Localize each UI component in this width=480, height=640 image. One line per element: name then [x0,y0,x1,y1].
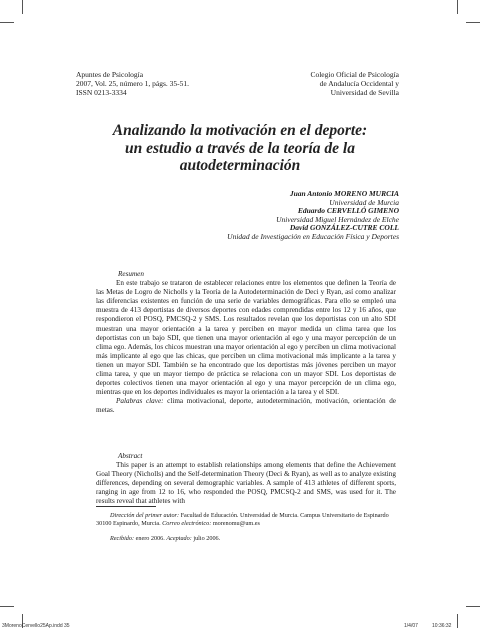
journal-header [76,70,189,97]
abstract-text: This paper is an attempt to establish relationships among elements that define the Achievement Goal Theory (Nicholls) and the Self-determination Theory (Deci & Ryan), as well as to analyze existing differences, depending on several demographic variables. A sample of 413 athletes of different sports, ranging in age from 12 to 16, who responded the POSQ, PMCSQ-2 and SMS, was used for it. The results reveal that athletes with [96,461,396,506]
received-accepted [96,535,396,543]
email-label: Correo electrónico: [162,519,212,527]
publisher-line-2: de Andalucía Occidental y [319,79,399,88]
crop-mark-bottom-left-h [0,606,14,607]
address-label: Dirección del primer autor: [110,512,180,519]
accepted-label: Aceptado: [166,534,192,542]
author-affiliation: Universidad de Murcia [329,197,399,207]
journal-issn: ISSN 0213-3334 [76,88,127,97]
publisher-header [310,70,399,97]
keywords-label: Palabras clave: [116,397,164,406]
crop-mark-bottom-right-h [466,606,480,607]
author-name: Eduardo CERVELLÓ GIMENO [297,206,399,216]
accepted-date: julio 2006. [193,534,221,542]
resumen-section [96,270,396,416]
resumen-heading: Resumen [118,270,144,278]
footnote [96,512,396,542]
author-affiliation: Unidad de Investigación en Educación Física y Deportes [227,231,399,241]
author-name: Juan Antonio MORENO MURCIA [289,189,399,198]
title-line-2: un estudio a través de la teoría de la [125,139,355,157]
publisher-line-3: Universidad de Sevilla [330,88,399,97]
title-line-3: autodeterminación [179,157,301,174]
email-text: morenomu@um.es [212,519,260,527]
article-title [60,122,420,175]
slug-date: 1/4/07 [404,623,418,629]
received-label: Recibido: [110,534,135,542]
title-line-1: Analizando la motivación en el deporte: [112,122,368,139]
slug-time: 10:36:32 [432,623,452,629]
crop-mark-top-right-v [457,0,458,14]
footnote-rule [96,506,156,507]
address-text: Facultad de Educación. Universidad de Murcia. Campus Universitario de Espinardo 30100 Espinardo, Murcia. [96,512,389,527]
crop-mark-top-left-v [22,0,23,14]
resumen-text: En este trabajo se trataron de establecer relaciones entre los elementos que definen la Teoría de las Metas de Logro de Nicholls y la Teoría de la Autodeterminación de Deci y Ryan, así como analizar las diferencias existentes en función de una serie de variables demográficas. Para ello se empleó una muestra de 413 deportistas de diversos deportes con edades comprendidas entre los 12 y 16 años, que respondieron el POSQ, PMCSQ-2 y SMS. Los resultados revelan que los deportistas con un alto SDI muestran una mayor orientación a la tarea y perciben en mayor medida un clima tarea que los deportistas con un bajo SDI, que tienen una mayor orientación al ego y una mayor percepción de un clima ego. Además, los chicos muestran una mayor orientación al ego y perciben un clima motivacional más implicante al ego que las chicas, que perciben un clima motivacional más implicante a la tarea y tienen un mayor SDI. También se ha encontrado que los deportistas más jóvenes perciben un mayor clima tarea, y que un mayor tiempo de práctica se relaciona con un mayor SDI. Los deportistas de deportes colectivos tienen una mayor orientación al ego y una mayor percepción de un clima ego, mientras que en los deportes individuales es mayor la orientación a la tarea y el SDI. [96,279,396,397]
author-address [96,512,396,528]
keywords [96,397,396,415]
publisher-line-1: Colegio Oficial de Psicología [310,70,399,79]
author-affiliation: Universidad Miguel Hernández de Elche [276,214,399,224]
author-block [227,190,399,242]
received-date: enero 2006. [135,534,165,542]
crop-mark-top-left-h [0,22,14,23]
keywords-text: clima motivacional, deporte, autodeterminación, motivación, orientación de metas. [96,397,396,415]
abstract-section [96,452,396,507]
crop-mark-bottom-right-v [457,614,458,628]
author-name: David GONZÁLEZ-CUTRE COLL [289,223,399,233]
journal-name: Apuntes de Psicología [76,70,144,79]
abstract-heading: Abstract [118,452,143,460]
crop-mark-top-right-h [466,22,480,23]
slug-file: 3MorenoCervello25Ap.indd 35 [2,623,70,629]
journal-volume: 2007, Vol. 25, número 1, págs. 35-51. [76,79,190,88]
